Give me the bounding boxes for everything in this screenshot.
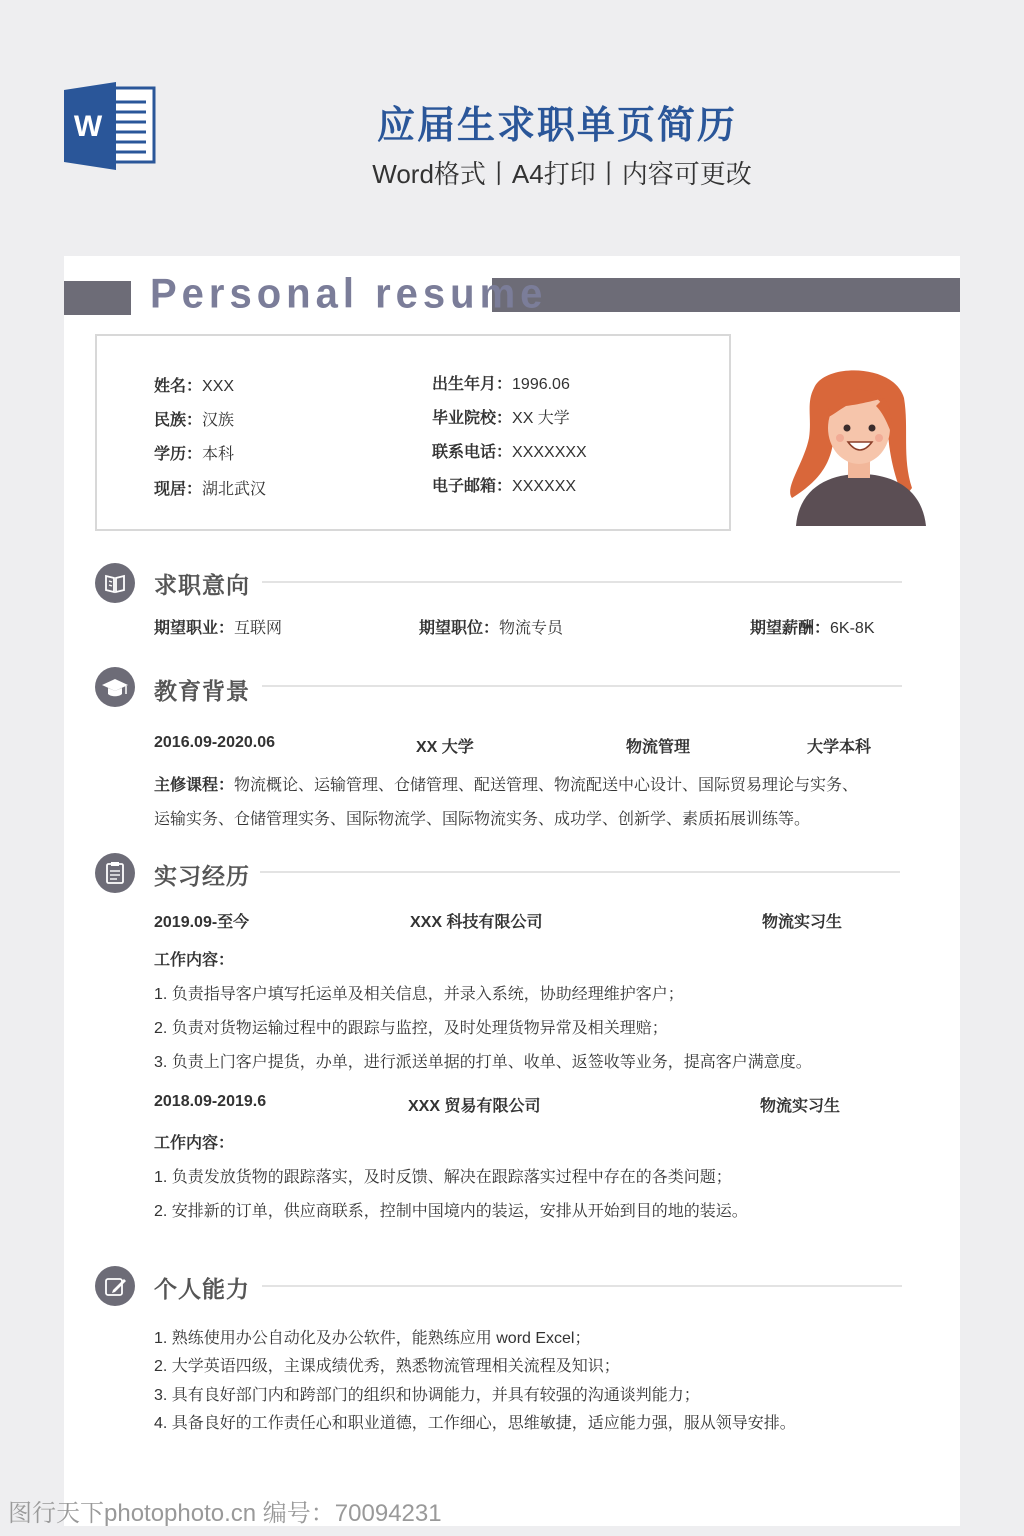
- intent-position: 期望职位：物流专员: [419, 620, 564, 637]
- skill-item: 4. 具备良好的工作责任心和职业道德，工作细心，思维敏捷，适应能力强，服从领导安排。: [154, 1415, 796, 1432]
- job-duty: 3. 负责上门客户提货，办单，进行派送单据的打单、收单、返签收等业务，提高客户满意度。: [154, 1054, 812, 1071]
- info-education: 学历：本科: [154, 446, 235, 463]
- edu-school: XX 大学: [416, 739, 474, 756]
- info-ethnic: 民族：汉族: [154, 412, 235, 429]
- basic-info-box: [95, 334, 731, 531]
- job-duty: 2. 负责对货物运输过程中的跟踪与监控，及时处理货物异常及相关理赔；: [154, 1020, 668, 1037]
- graduation-cap-icon: [95, 667, 135, 707]
- page-title: 应届生求职单页简历: [376, 105, 737, 147]
- edu-period: 2016.09-2020.06: [154, 734, 275, 751]
- info-name: 姓名：XXX: [154, 378, 235, 395]
- edu-courses-line2: 运输实务、仓储管理实务、国际物流学、国际物流实务、成功学、创新学、素质拓展训练等。: [154, 811, 811, 828]
- svg-text:W: W: [73, 110, 103, 143]
- section-divider: [262, 1285, 902, 1287]
- job-content-label: 工作内容：: [154, 1135, 235, 1152]
- clipboard-icon: [95, 853, 135, 893]
- job-content-label: 工作内容：: [154, 952, 235, 969]
- job-duty: 1. 负责发放货物的跟踪落实，及时反馈、解决在跟踪落实过程中存在的各类问题；: [154, 1169, 732, 1186]
- job-duty: 1. 负责指导客户填写托运单及相关信息，并录入系统，协助经理维护客户；: [154, 986, 684, 1003]
- info-phone: 联系电话：XXXXXXX: [432, 444, 587, 461]
- book-icon: [95, 563, 135, 603]
- banner-bar-right: [492, 278, 960, 312]
- job-period: 2019.09-至今: [154, 914, 250, 931]
- banner-title: Personal resume: [150, 270, 548, 318]
- info-school: 毕业院校：XX 大学: [432, 410, 570, 427]
- edu-degree: 大学本科: [807, 739, 872, 756]
- avatar: [784, 368, 934, 528]
- section-title-internship: 实习经历: [154, 863, 250, 889]
- job-company: XXX 科技有限公司: [410, 914, 543, 931]
- resume-paper: [64, 256, 960, 1526]
- section-divider: [262, 581, 902, 583]
- intent-salary: 期望薪酬：6K-8K: [750, 620, 875, 637]
- section-divider: [260, 871, 900, 873]
- edu-courses-line1: 主修课程：物流概论、运输管理、仓储管理、配送管理、物流配送中心设计、国际贸易理论与实务、: [154, 777, 859, 794]
- section-title-intent: 求职意向: [154, 572, 250, 598]
- page-subtitle: Word格式丨A4打印丨内容可更改: [372, 159, 752, 189]
- job-company: XXX 贸易有限公司: [408, 1098, 541, 1115]
- info-birth: 出生年月：1996.06: [432, 376, 570, 393]
- section-divider: [262, 685, 902, 687]
- banner-bar-left: [64, 281, 131, 315]
- section-title-education: 教育背景: [154, 678, 250, 704]
- edit-pencil-icon: [95, 1266, 135, 1306]
- job-duty: 2. 安排新的订单，供应商联系，控制中国境内的装运，安排从开始到目的地的装运。: [154, 1203, 748, 1220]
- skill-item: 1. 熟练使用办公自动化及办公软件，能熟练应用 word Excel；: [154, 1330, 591, 1347]
- section-title-skills: 个人能力: [154, 1276, 250, 1302]
- skill-item: 2. 大学英语四级，主课成绩优秀，熟悉物流管理相关流程及知识；: [154, 1358, 620, 1375]
- intent-career: 期望职业：互联网: [154, 620, 283, 637]
- info-email: 电子邮箱：XXXXXX: [432, 478, 577, 495]
- edu-major: 物流管理: [626, 739, 691, 756]
- job-role: 物流实习生: [762, 914, 843, 931]
- job-period: 2018.09-2019.6: [154, 1093, 267, 1110]
- info-residence: 现居：湖北武汉: [154, 481, 267, 498]
- skill-item: 3. 具有良好部门内和跨部门的组织和协调能力，并具有较强的沟通谈判能力；: [154, 1387, 700, 1404]
- watermark: 图行天下photophoto.cn 编号：70094231: [8, 1500, 442, 1527]
- job-role: 物流实习生: [760, 1098, 841, 1115]
